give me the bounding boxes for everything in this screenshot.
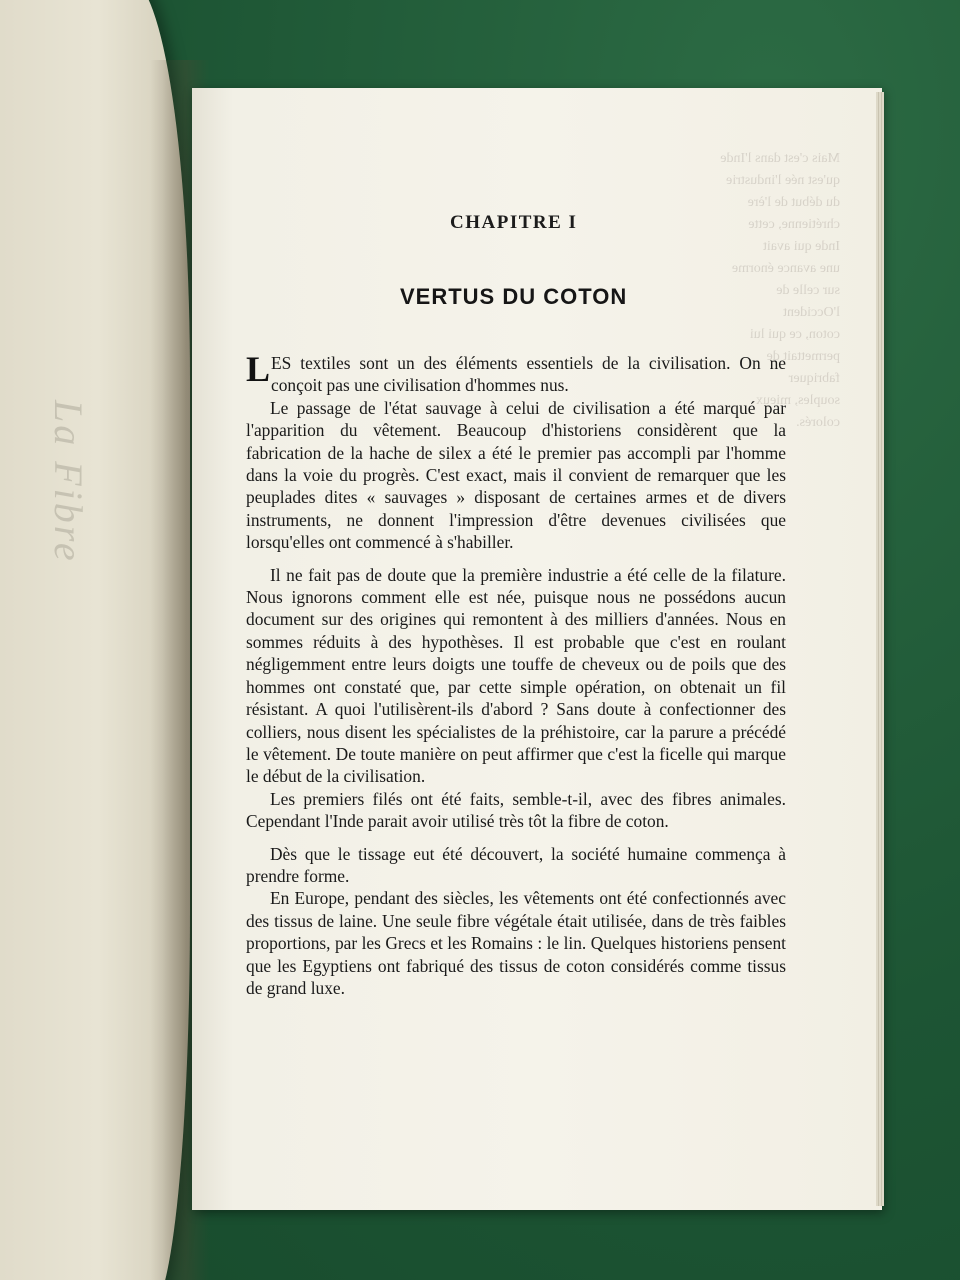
paragraph: Les premiers filés ont été faits, semble-t-il, avec des fibres animales. Cependant l'Inde parait avoir utilisé très tôt la fibre de coton.	[246, 788, 786, 832]
show-through-line: du début de l'ère chrétienne, cette Inde qui avait	[747, 195, 840, 254]
paragraph: Il ne fait pas de doute que la première industrie a été celle de la filature. Nous ignorons comment elle est née, puisque nous ne possédons aucun document sur des origines qui remontent à des milliers d'années. Nous en sommes réduits à des hypothèses. Il est probable que c'est en roulant négligemment entre leurs doigts une touffe de cheveux ou de poils que des hommes ont constaté que, par cette simple opération, on obtenait un fil résistant. A quoi l'utilisèrent-ils d'abord ? Sans doute à confectionner des colliers, nous disent les spécialistes de la préhistoire, car la parure a précédé le vêtement. De toute manière on peut affirmer que c'est la ficelle qui marque le début de la civilisation.	[246, 564, 786, 787]
show-through-line: coton, ce qui lui permettait de fabriquer	[749, 327, 840, 386]
page-edges	[876, 92, 884, 1206]
chapter-title: VERTUS DU COTON	[400, 284, 628, 309]
show-through-line: une avance énorme sur celle de l'Occident	[731, 261, 840, 320]
opening-paragraph-text: ES textiles sont un des éléments essentiels de la civilisation. On ne conçoit pas une civilisation d'hommes nus.	[271, 353, 786, 396]
show-through-line: Mais c'est dans l'Inde qu'est née l'industrie	[720, 151, 840, 188]
chapter-body	[246, 349, 786, 999]
chapter-label: CHAPITRE I	[450, 212, 578, 233]
paragraph: Le passage de l'état sauvage à celui de civilisation a été marqué par l'apparition du vêtement. Beaucoup d'historiens considèrent que la fabrication de la hache de silex a été le premier pas accompli par l'homme dans la voie du progrès. C'est exact, mais il convient de remarquer que les peuplades dites « sauvages » disposant de certaines armes et de divers instruments, ne donnent l'impression d'être devenues civilisées que lorsqu'elles ont commencé à s'habiller.	[246, 397, 786, 553]
paragraph: Dès que le tissage eut été découvert, la société humaine commença à prendre forme.	[246, 843, 786, 886]
drop-cap: L	[246, 349, 271, 389]
left-page-show-through-text: La Fibre	[46, 400, 91, 564]
opening-paragraph	[246, 349, 786, 397]
paragraph: En Europe, pendant des siècles, les vêtements ont été confectionnés avec des tissus de laine. Une seule fibre végétale était utilisée, dans de très faibles proportions, par les Grecs et les Romains : le lin. Quelques historiens pensent que les Egyptiens ont fabriqué des tissus de coton considérés comme tissus de grand luxe.	[246, 888, 786, 998]
show-through-line: souples, mieux colorés.	[756, 393, 840, 430]
